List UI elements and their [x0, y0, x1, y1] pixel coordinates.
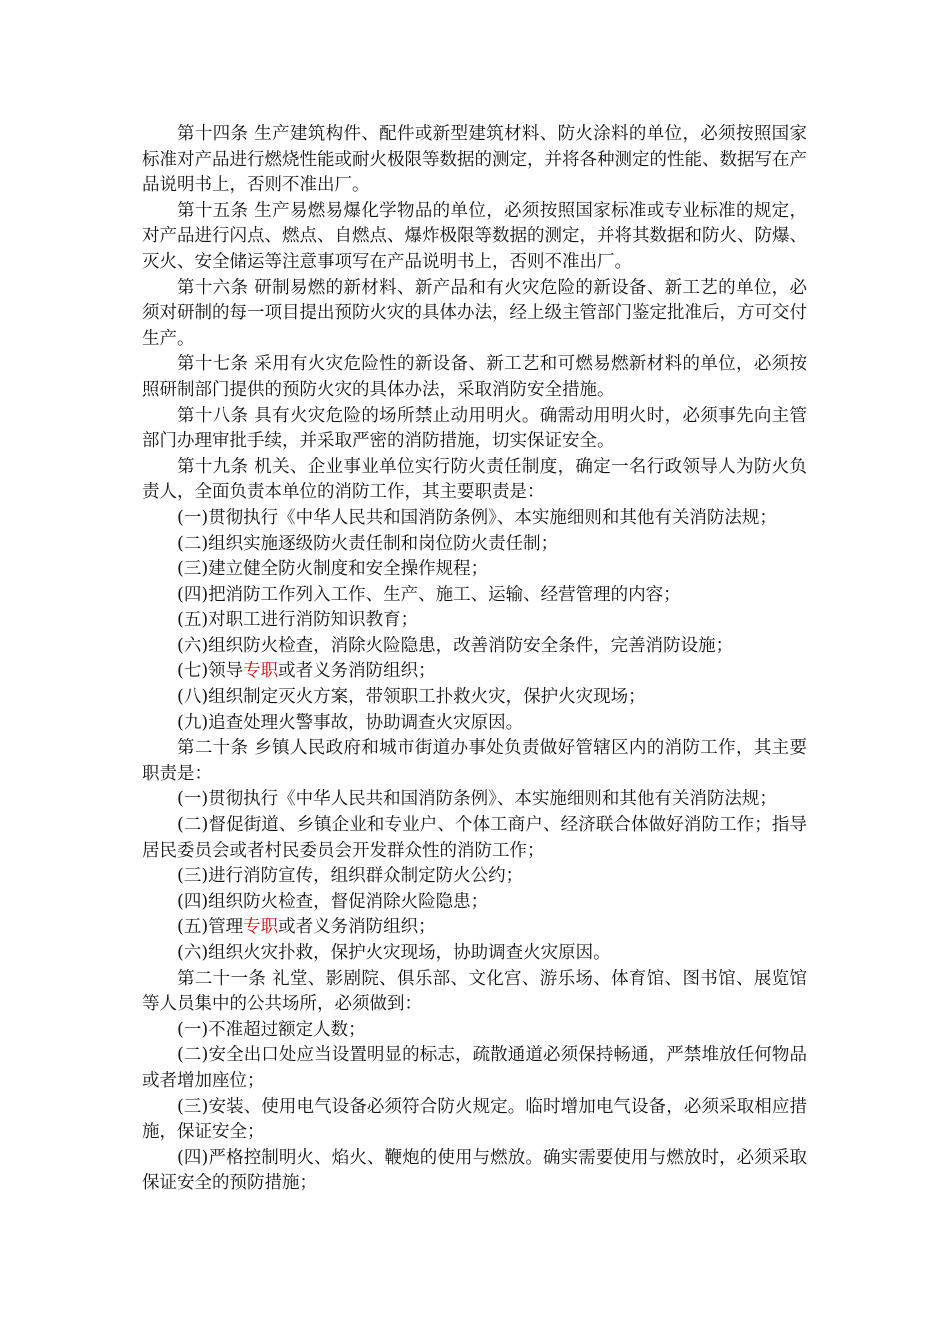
article-19-item-7 [142, 659, 807, 685]
article-20-item-5 [142, 915, 807, 941]
article-19-item-3: (三)建立健全防火制度和安全操作规程； [177, 559, 489, 580]
article-19-item-5: (五)对职工进行消防知识教育； [177, 610, 419, 631]
item-text: (七)领导 [177, 661, 244, 682]
article-21-item-2: (二)安全出口处应当设置明显的标志，疏散通道必须保持畅通，严禁堆放任何物品或者增加座位； [142, 1045, 807, 1091]
document-body [142, 122, 807, 1197]
article-21-item-1: (一)不准超过额定人数； [177, 1019, 366, 1040]
article-21-item-4: (四)严格控制明火、焰火、鞭炮的使用与燃放。确实需要使用与燃放时，必须采取保证安全的预防措施； [142, 1147, 807, 1194]
highlighted-term: 专职 [243, 917, 279, 938]
article-20-item-2: (二)督促街道、乡镇企业和专业户、个体工商户、经济联合体做好消防工作；指导居民委员会或者村民委员会开发群众性的消防工作； [142, 815, 807, 861]
article-19-item-6: (六)组织防火检查，消除火险隐患，改善消防安全条件，完善消防设施； [177, 635, 734, 656]
article-21: 第二十一条 礼堂、影剧院、俱乐部、文化宫、游乐场、体育馆、图书馆、展览馆等人员集中的公共场所，必须做到： [142, 968, 807, 1015]
article-20: 第二十条 乡镇人民政府和城市街道办事处负责做好管辖区内的消防工作，其主要职责是： [142, 738, 807, 784]
article-15: 第十五条 生产易燃易爆化学物品的单位，必须按照国家标准或专业标准的规定，对产品进行闪点、燃点、自燃点、爆炸极限等数据的测定，并将其数据和防火、防爆、灭火、安全储运等注意事项写在产品说明书上，否则不准出厂。 [142, 200, 807, 272]
article-19-item-4: (四)把消防工作列入工作、生产、施工、运输、经营管理的内容； [177, 584, 681, 605]
article-17: 第十七条 采用有火灾危险性的新设备、新工艺和可燃易燃新材料的单位，必须按照研制部门提供的预防火灾的具体办法，采取消防安全措施。 [142, 354, 807, 400]
article-19-item-9: (九)追查处理火警事故，协助调查火灾原因。 [177, 712, 524, 733]
article-19: 第十九条 机关、企业事业单位实行防火责任制度，确定一名行政领导人为防火负责人，全面负责本单位的消防工作，其主要职责是： [142, 456, 807, 503]
article-20-item-6: (六)组织火灾扑救，保护火灾现场，协助调查火灾原因。 [177, 943, 611, 963]
article-14: 第十四条 生产建筑构件、配件或新型建筑材料、防火涂料的单位，必须按照国家标准对产品进行燃烧性能或耐火极限等数据的测定，并将各种测定的性能、数据写在产品说明书上，否则不准出厂。 [142, 124, 807, 196]
article-20-item-3: (三)进行消防宣传，组织群众制定防火公约； [177, 866, 524, 887]
article-19-item-2: (二)组织实施逐级防火责任制和岗位防火责任制； [177, 533, 559, 554]
article-20-item-4: (四)组织防火检查，督促消除火险隐患； [177, 891, 489, 912]
article-18: 第十八条 具有火灾危险的场所禁止动用明火。确需动用明火时，必须事先向主管部门办理审批手续，并采取严密的消防措施，切实保证安全。 [142, 405, 807, 452]
article-19-item-1: (一)贯彻执行《中华人民共和国消防条例》、本实施细则和其他有关消防法规； [177, 507, 777, 528]
item-text: 或者义务消防组织； [278, 661, 436, 682]
highlighted-term: 专职 [243, 661, 279, 682]
item-text: 或者义务消防组织； [278, 917, 436, 938]
article-21-item-3: (三)安装、使用电气设备必须符合防火规定。临时增加电气设备，必须采取相应措施，保证安全； [142, 1096, 807, 1143]
article-19-item-8: (八)组织制定灭火方案，带领职工扑救火灾，保护火灾现场； [177, 687, 646, 708]
item-text: (五)管理 [177, 917, 244, 938]
article-20-item-1: (一)贯彻执行《中华人民共和国消防条例》、本实施细则和其他有关消防法规； [177, 789, 777, 810]
article-16: 第十六条 研制易燃的新材料、新产品和有火灾危险的新设备、新工艺的单位，必须对研制的每一项目提出预防火灾的具体办法，经上级主管部门鉴定批准后，方可交付生产。 [142, 277, 807, 349]
